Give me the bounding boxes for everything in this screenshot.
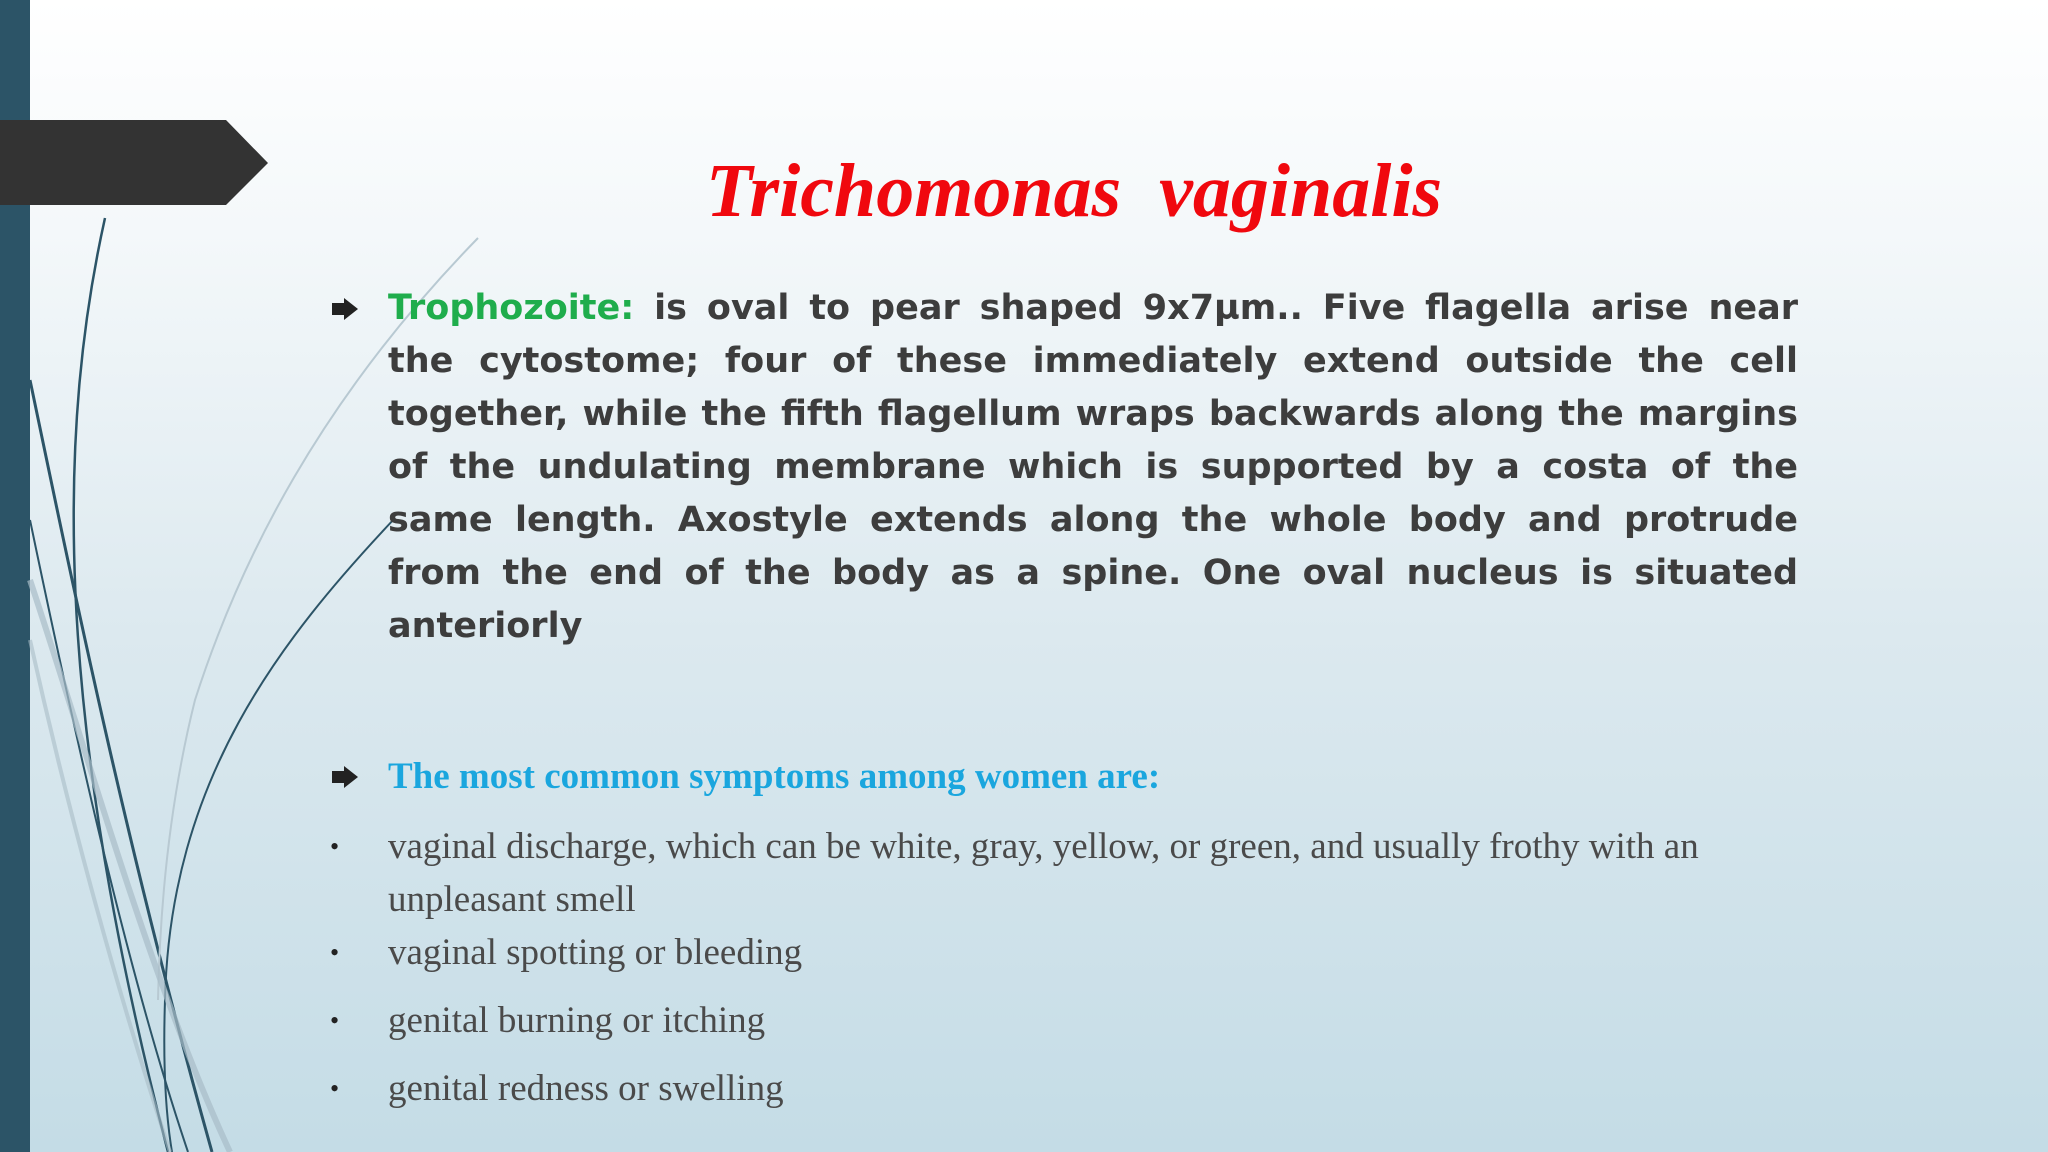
list-item [330, 820, 1798, 926]
arrow-bullet-icon [330, 296, 360, 322]
symptom-text: vaginal discharge, which can be white, gray, yellow, or green, and usually frothy with an unpleasant smell [388, 826, 1699, 920]
symptoms-heading-text: The most common symptoms among women are: [388, 756, 1161, 797]
symptom-text: vaginal spotting or bleeding [388, 932, 803, 973]
decor-curve [74, 218, 168, 1152]
bullet-dot-icon: • [330, 832, 340, 861]
symptom-text: genital burning or itching [388, 1000, 766, 1041]
list-item [330, 994, 1798, 1047]
symptoms-list [330, 820, 1798, 1115]
symptoms-heading [330, 752, 1798, 802]
trophozoite-paragraph [330, 282, 1798, 653]
symptom-text: genital redness or swelling [388, 1068, 784, 1109]
decor-curve [30, 380, 212, 1152]
list-item [330, 1062, 1798, 1115]
slide-content [330, 282, 1798, 1115]
bullet-dot-icon: • [330, 1006, 340, 1035]
list-item [330, 926, 1798, 979]
arrow-bullet-icon [330, 764, 360, 790]
trophozoite-label: Trophozoite: [388, 288, 635, 328]
slide-title: Trichomonas vaginalis [705, 149, 1443, 233]
decor-curve [30, 580, 230, 1152]
trophozoite-description: is oval to pear shaped 9x7µm.. Five flagella arise near the cytostome; four of these immediately extend outside the cell together, while the fifth flagellum wraps backwards along the margins of the undulating membrane which is supported by a costa of the same length. Axostyle extends along the whole body and protrude from the end of the body as a spine. One oval nucleus is situated anteriorly [388, 288, 1798, 646]
bullet-dot-icon: • [330, 1074, 340, 1103]
bullet-dot-icon: • [330, 938, 340, 967]
